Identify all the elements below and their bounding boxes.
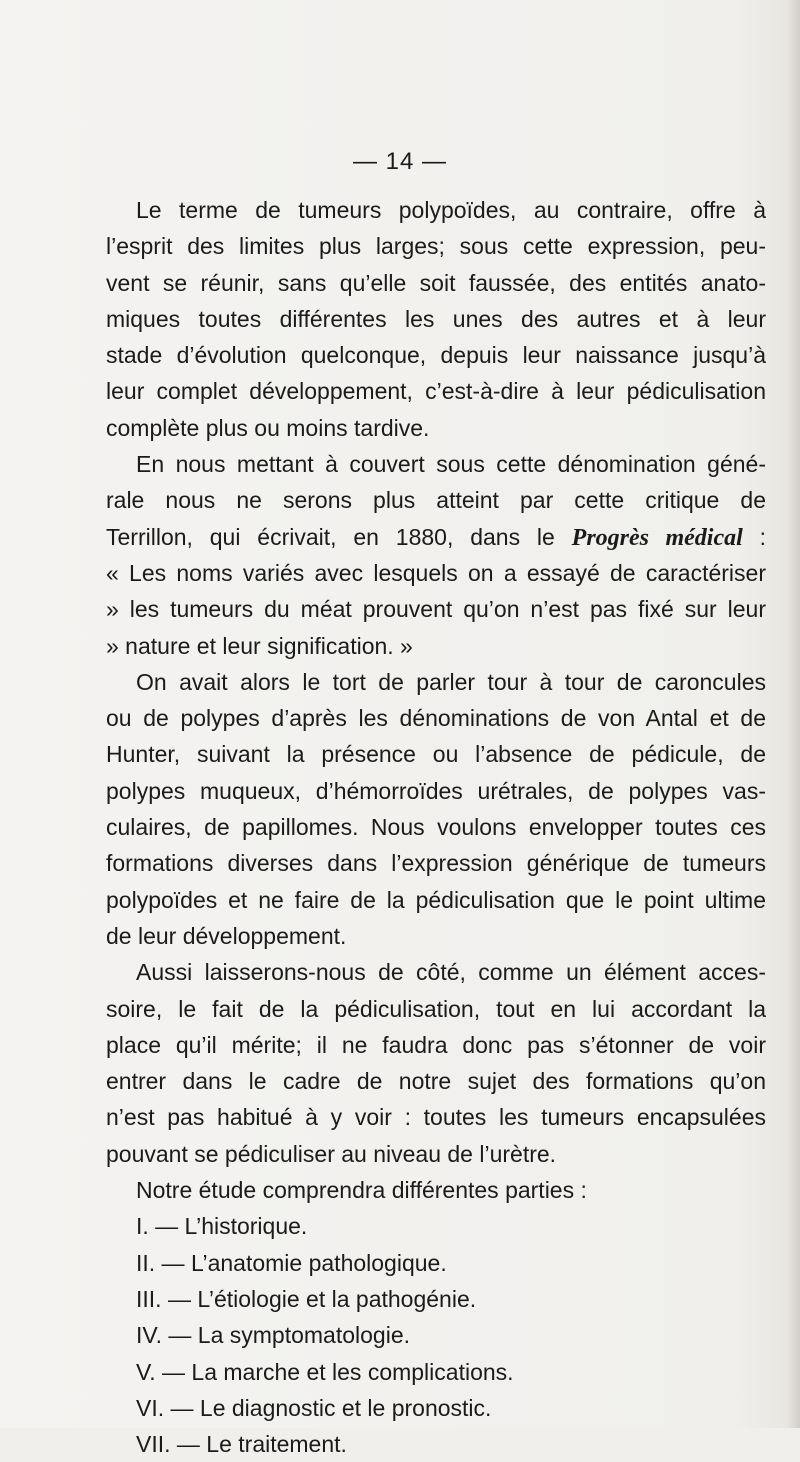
page-number: — 14 — [352, 148, 448, 175]
text-line: On avait alors le tort de parler tour à tour de caroncules [136, 668, 766, 695]
text-line: formations diverses dans l’expression générique de tumeurs [106, 850, 766, 877]
text-line: En nous mettant à couvert sous cette dénomination géné- [136, 451, 766, 478]
text-line: l’esprit des limites plus larges; sous cette expression, peu- [106, 233, 766, 260]
list-item: V. — La marche et les complications. [136, 1358, 514, 1385]
text-line: place qu’il mérite; il ne faudra donc pas s’étonner de voir [106, 1031, 766, 1058]
text-line: rale nous ne serons plus atteint par cette critique de [106, 487, 766, 514]
list-item: IV. — La symptomatologie. [136, 1322, 411, 1349]
text-line: culaires, de papillomes. Nous voulons envelopper toutes ces [106, 814, 766, 841]
list-item: III. — L’étiologie et la pathogénie. [136, 1285, 477, 1312]
text-line: Aussi laisserons-nous de côté, comme un élément acces- [136, 959, 766, 986]
journal-title: Progrès médical [571, 524, 743, 551]
text-line: de leur développement. [106, 922, 347, 949]
body-text [106, 192, 766, 1462]
text-segment: Terrillon, qui écrivait, en 1880, dans le [106, 523, 555, 550]
quote-line: « Les noms variés avec lesquels on a essayé de caractériser [106, 559, 766, 586]
quote-line: » les tumeurs du méat prouvent qu’on n’est pas fixé sur leur [106, 596, 766, 623]
page-edge-shadow [786, 0, 800, 1428]
text-line: pouvant se pédiculiser au niveau de l’urètre. [106, 1140, 557, 1167]
text-line: polypes muqueux, d’hémorroïdes urétrales, de polypes vas- [106, 777, 766, 804]
text-line: leur complet développement, c’est-à-dire à leur pédiculisation [106, 378, 766, 405]
text-line: soire, le fait de la pédiculisation, tout en lui accordant la [106, 995, 766, 1022]
quote-line: » nature et leur signification. » [106, 632, 413, 659]
text-line: vent se réunir, sans qu’elle soit faussée, des entités anato- [106, 269, 766, 296]
list-item: II. — L’anatomie pathologique. [136, 1249, 447, 1276]
text-line: polypoïdes et ne faire de la pédiculisation que le point ultime [106, 886, 766, 913]
list-item: VII. — Le traitement. [136, 1431, 347, 1458]
text-line: miques toutes différentes les unes des autres et à leur [106, 305, 766, 332]
list-item: VI. — Le diagnostic et le pronostic. [136, 1394, 492, 1421]
text-line: entrer dans le cadre de notre sujet des formations qu’on [106, 1068, 766, 1095]
text-line: Notre étude comprendra différentes parties : [136, 1177, 587, 1204]
text-segment: : [742, 523, 766, 550]
text-line: complète plus ou moins tardive. [106, 414, 430, 441]
text-line: stade d’évolution quelconque, depuis leur naissance jusqu’à [106, 342, 766, 369]
text-line: Le terme de tumeurs polypoïdes, au contraire, offre à [136, 197, 766, 223]
list-item: I. — L’historique. [136, 1213, 308, 1240]
text-line-with-citation [106, 519, 766, 555]
text-line: Hunter, suivant la présence ou l’absence de pédicule, de [106, 741, 766, 768]
text-line: n’est pas habitué à y voir : toutes les tumeurs encapsulées [106, 1104, 766, 1131]
text-line: ou de polypes d’après les dénominations de von Antal et de [106, 705, 766, 732]
